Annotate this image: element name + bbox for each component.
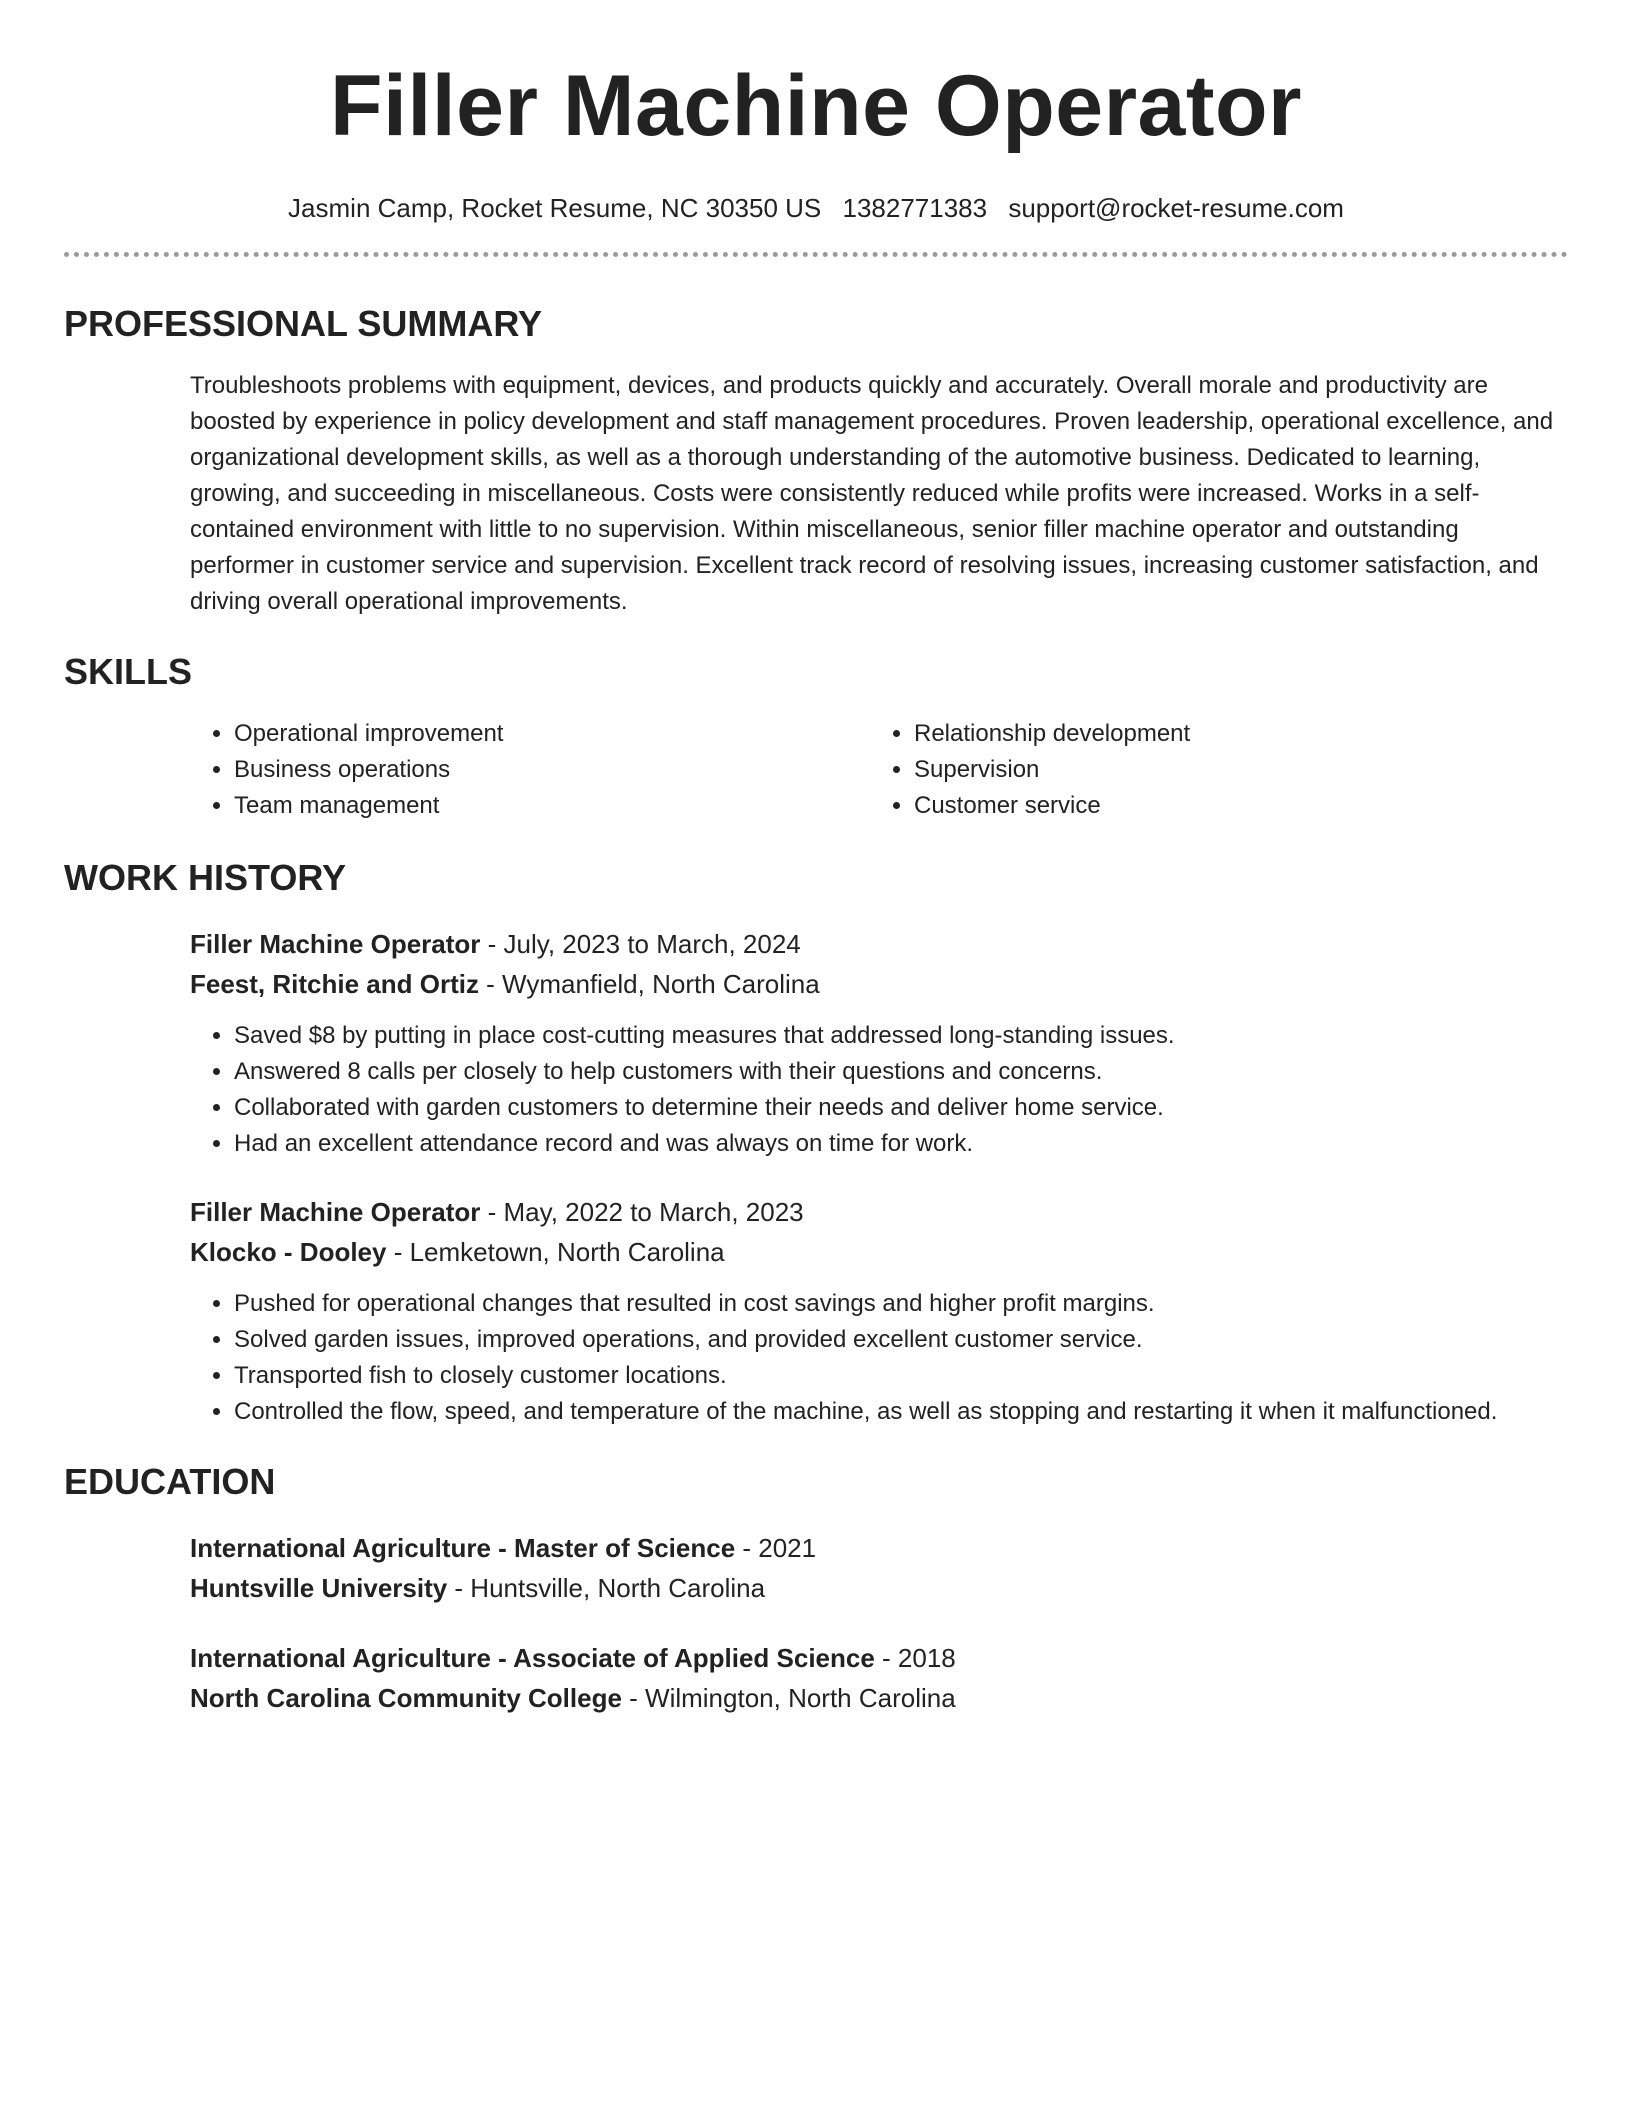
job-entry <box>190 924 1568 1162</box>
education-school: North Carolina Community College <box>190 1683 622 1713</box>
education-location: - Wilmington, North Carolina <box>621 1683 956 1713</box>
contact-phone: 1382771383 <box>842 193 988 223</box>
skills-heading: SKILLS <box>64 651 193 692</box>
skill-item: • Operational improvement <box>234 716 870 752</box>
job-bullet: • Answered 8 calls per closely to help customers with their questions and concerns. <box>234 1054 1568 1090</box>
job-company: Feest, Ritchie and Ortiz <box>190 969 479 999</box>
job-bullet: • Controlled the flow, speed, and temperature of the machine, as well as stopping and restarting it when it malfunctioned. <box>234 1394 1568 1430</box>
skills-grid <box>190 716 1568 824</box>
job-bullet: • Pushed for operational changes that resulted in cost savings and higher profit margins. <box>234 1286 1568 1322</box>
job-company: Klocko - Dooley <box>190 1237 387 1267</box>
job-title-line <box>190 1192 1568 1232</box>
job-role: Filler Machine Operator <box>190 929 481 959</box>
job-bullets <box>190 1286 1568 1430</box>
skills-left-list <box>190 716 870 824</box>
skill-item: • Team management <box>234 788 870 824</box>
education-entry <box>190 1528 1568 1608</box>
job-title-line <box>190 924 1568 964</box>
work-history-section <box>64 856 1568 1430</box>
skill-item: • Business operations <box>234 752 870 788</box>
summary-heading: PROFESSIONAL SUMMARY <box>64 303 543 344</box>
education-entry <box>190 1638 1568 1718</box>
job-bullets <box>190 1018 1568 1162</box>
skill-item: • Supervision <box>914 752 1550 788</box>
education-degree: International Agriculture - Associate of Applied Science <box>190 1643 875 1673</box>
job-bullet: • Transported fish to closely customer locations. <box>234 1358 1568 1394</box>
job-bullet: • Saved $8 by putting in place cost-cutting measures that addressed long-standing issues. <box>234 1018 1568 1054</box>
skills-right-list <box>870 716 1550 824</box>
job-role: Filler Machine Operator <box>190 1197 481 1227</box>
work-history-heading: WORK HISTORY <box>64 857 347 898</box>
education-school: Huntsville University <box>190 1573 448 1603</box>
contact-address: Jasmin Camp, Rocket Resume, NC 30350 US <box>288 193 822 223</box>
job-dates: - May, 2022 to March, 2023 <box>480 1197 804 1227</box>
header-divider <box>64 252 1568 257</box>
job-bullet: • Collaborated with garden customers to determine their needs and deliver home service. <box>234 1090 1568 1126</box>
contact-email: support@rocket-resume.com <box>1008 193 1344 223</box>
job-entry <box>190 1192 1568 1430</box>
job-dates: - July, 2023 to March, 2024 <box>480 929 801 959</box>
skill-item: • Customer service <box>914 788 1550 824</box>
education-degree: International Agriculture - Master of Science <box>190 1533 736 1563</box>
summary-text: Troubleshoots problems with equipment, devices, and products quickly and accurately. Overall morale and productivity are boosted by experience in policy development and staff management procedures. Proven leadership, operational excellence, and organizational development skills, as well as a thorough understanding of the automotive business. Dedicated to learning, growing, and succeeding in miscellaneous. Costs were consistently reduced while profits were increased. Works in a self-contained environment with little to no supervision. Within miscellaneous, senior filler machine operator and outstanding performer in customer service and supervision. Excellent track record of resolving issues, increasing customer satisfaction, and driving overall operational improvements. <box>190 372 1554 615</box>
resume-title: Filler Machine Operator <box>329 58 1303 154</box>
education-year: - 2021 <box>735 1533 817 1563</box>
job-location: - Lemketown, North Carolina <box>386 1237 725 1267</box>
skill-item: • Relationship development <box>914 716 1550 752</box>
education-heading: EDUCATION <box>64 1461 276 1502</box>
job-bullet: • Had an excellent attendance record and was always on time for work. <box>234 1126 1568 1162</box>
education-degree-line <box>190 1638 1568 1678</box>
summary-section <box>64 302 1568 620</box>
job-location: - Wymanfield, North Carolina <box>478 969 820 999</box>
education-degree-line <box>190 1528 1568 1568</box>
education-location: - Huntsville, North Carolina <box>447 1573 766 1603</box>
job-bullet: • Solved garden issues, improved operations, and provided excellent customer service. <box>234 1322 1568 1358</box>
education-year: - 2018 <box>874 1643 956 1673</box>
contact-line <box>64 192 1568 224</box>
job-company-line <box>190 1232 1568 1272</box>
education-school-line <box>190 1678 1568 1718</box>
resume-header <box>64 58 1568 224</box>
education-section <box>64 1460 1568 1718</box>
skills-section <box>64 650 1568 824</box>
education-school-line <box>190 1568 1568 1608</box>
job-company-line <box>190 964 1568 1004</box>
